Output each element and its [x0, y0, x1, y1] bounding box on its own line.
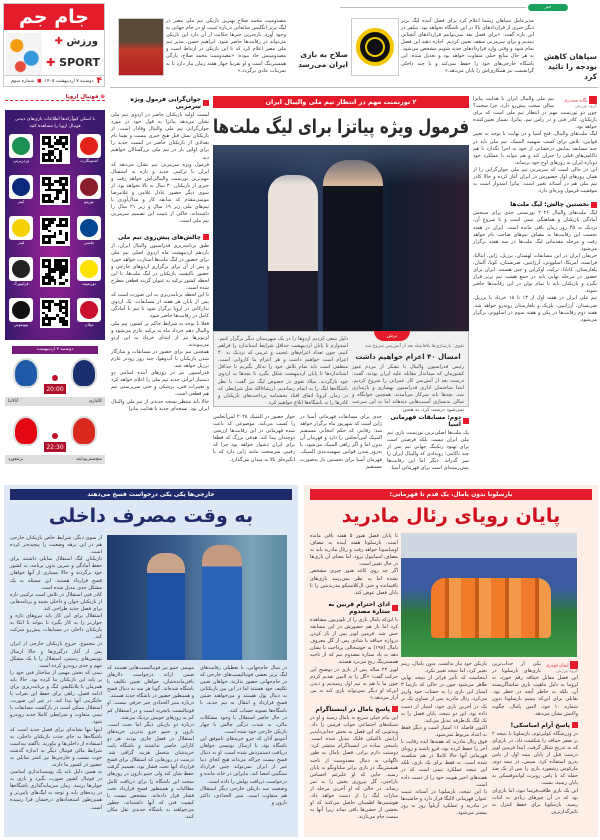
team-row	[9, 216, 101, 257]
barcelona-side-p1: تا پایان فصل هنوز ۵ هفته باقی مانده است. بارسلونا هفته آینده به مصاف اوساسونا خواهد رفت و رئال مادرید باید به مصاف اسپانیول برود. اما معنای آن بازی‌ها در حال تغییر است. اگر چه روی کاغذ هنوز چیزی مشخص نشده اما به نظر نمی‌رسد بازی‌های باقیمانده و حتی ال‌کلاسیکو مدریدیتین را تا پایان فصل عوض کند.	[310, 533, 398, 596]
barcelona-section	[304, 485, 598, 837]
volleyball-kicker: ۲ تورنمنت مهم در انتظار تیم ملی والیبال ایران	[213, 96, 469, 108]
team-logo-icon	[77, 298, 101, 322]
author-role: گروه ورزش	[575, 104, 597, 109]
news-tag: خبر	[528, 4, 568, 11]
subheading-text: دوم: مسابقات قهرمانی آسیا	[390, 414, 461, 428]
barcelona-headline: پایان رویای رئال مادرید	[341, 505, 561, 527]
column2	[111, 92, 209, 413]
team-logo-icon	[77, 257, 101, 281]
subheading	[310, 706, 398, 713]
team-row	[9, 175, 101, 216]
subheading-text: پاسخ یامال در اینستاگرام	[315, 705, 390, 713]
team-logo-icon	[9, 298, 33, 322]
matches	[5, 357, 105, 473]
page-number: ۴	[96, 76, 102, 86]
barsh-title: امسال ۴۰ اعزام خواهیم داشت	[355, 353, 461, 361]
section-title-fa: ورزش ✚	[54, 36, 98, 47]
match-day-banner: دوشنبه ۷ اردیبهشت	[12, 346, 98, 354]
esteghlal-headline-box	[10, 501, 292, 531]
author-role: گروه ورزش	[556, 669, 578, 674]
team-name: تورینو	[84, 199, 94, 204]
qr-code[interactable]	[40, 216, 70, 246]
volleyball-lead: تیم ملی والیبال ایران با هدایت پیاتزا سالی سخت پیش‌رو دارد. چرا سخت؟ چون دو تورنمنت مهم در انتظار تیم ملی است که برای بازیکنان، کادر فنی و در رأس تیم، پیاتزا، بسیار تعیین‌کننده خواهد بود. لیگ ملت‌های والیبال، فتح آسیا و در نهایت با توجه به تغییر قوانین، تلاش برای کسب سهمیه المپیک. تیم ملی باید در چند مسابقه نمایش درخشانی از خود به اجرا بگذارد تا هم ناکامی‌های قبلی را جبران کند و هم بتواند با عملکرد خود دوباره ایران به روزهای اوج خود برساند. این در حالی است که سرمربی تیم ملی جوان‌گرایی را از همان روزهای اول حضورش در ایران آغاز کرده و حالا کادر تیم ملی هم در آستانه تغییر است. پیاتزا امیدوار است به موفقیت فرمول ویژه‌ای دارد.	[473, 96, 597, 195]
subheading	[473, 201, 597, 208]
author-icon	[570, 661, 578, 669]
team-grid	[9, 134, 101, 339]
europe-title: ⊕ فوتبال اروپا	[5, 94, 105, 101]
team-right	[77, 257, 101, 286]
esteghlal-kicker: خارجی‌ها یکی یکی درخواست فسخ می‌دهند	[10, 489, 292, 500]
away-team: آتالانتا	[8, 399, 19, 404]
sepahan-logo	[351, 18, 399, 76]
team-row	[9, 134, 101, 175]
barcelona-side-p3: این پیام خیلی سریع به یامال رسید و او در شبکه‌های اجتماعی جواب فرمین را داد. ویدئویی که این فصل به بخش جدایی‌ناپذیر آرایش تاکتیکی فلیک تبدیل شده است. پاسخی ساده در اینستاگرام منتشر کرد: دوستت دارم برادر. فصل یامال به طور ناگهانی به دنبال مصدومیت از ناحیه همسترینگ در بازی برابر سلتاویگو به پایان رسید. جایی که او علیرغم احساس ناراحتی، گل پیروزی بخش را به ثمر رساند. در حالی که او آخرین مرحله از مبارات لیگ را از دست خواهد داد، هوشمی‌ها اطمینان حاصل می‌کنند که او بخشی از جشن‌ها باقی بماند زیرا آنها به سمت جام می‌تازند.	[310, 714, 398, 821]
home-team: کالیاری	[88, 399, 102, 404]
qr-code[interactable]	[40, 298, 70, 328]
newspaper-logo: جام جم	[4, 4, 104, 30]
section-fa-label: ورزش	[66, 36, 98, 47]
team-name: اشتوتگارت	[80, 158, 98, 163]
esteghlal-right: در سال جام‌جهانی، با تعطیلی رقابت‌های لیگ برتر بعضی فوتبالیست‌های خارجی که در جام‌جهانی حضور ندارند، خواهان تعیین تکلیف خود هستند اما در این بین بازیکنانی به دنبال پول هستند و می‌خواهند ضمن فسخ قرارداد و انتقال به تیم جدید، با باشگاه‌ها تسویه حساب کنند. در حال حاضر استقلال با وجود مشکلات مالی، به شدت درگیر چالش با چهار بازیکن خارجی خود شده است. آنتونیو آدان که جزو خریدهای ناموفق این باشگاه بود، با ارسال نوتیسی خواهان دریافت دستمزدش شده است. او به دنبال فسخ نیست چراکه می‌داند هیچ کجای دنیا غیر از ایران نمی‌تواند چنین قرارداد سنگینی امضا کند. بنابراین در خانه مانده و درخواست دریافت پولش را داده است. وضعیت سه بازیکن خارجی دیگر استقلال هم متفاوت است. منیر الحدادی، داکنز نازون و	[200, 665, 287, 806]
volleyball-headline-box	[213, 110, 469, 143]
sepahan-body: مدیرعامل سپاهان رسما اعلام کرد برای فصل آینده لیگ برتر دیگر خبری از قراردادهای بالا در این باشگاه نخواهد بود. نیکفر در این باره گفت: «برای فصل بعد نمی‌توانیم قراردادهای آنچنانی ببندیم و برای سرمربی سقف تعیین کردیم. اجازه دهید این فصل تمام شود و وقتی وارد قراردادهای جدید شویم مشخص می‌شود. به هر حال منابع خیلی متفاوت خواهد بود و تعدیل شده. این باشگاه خارجی‌های خود را حفظ نمی‌کند و با چند داخلی گرانقیمت نیز همکاری‌اش را پایان می‌دهد.»	[401, 18, 534, 74]
team-logo-icon	[77, 175, 101, 199]
team-row	[9, 257, 101, 298]
team-name: یوونتوس	[13, 322, 29, 327]
column2-p1: لیست اولیه بازیکنان حاضر در اردوی تیم ملی نشان می‌دهد پیاتزا به قول خود در مورد جوان‌گرایی تیم ملی والیبال وفادار است. از بازیکنان نسل قبل هیچ خبری نیست و یقینا نام تعدادی از بازیکنان حاضر در لیست جدید را برای اولین بار در تیم ملی بزرگسالان خواهیم دید. فرمول ویژه سرمربی تیم نشان می‌دهد که ایران با ترکیبی جدید و تازه به استقبال مهم‌ترین تورنمنت والیبالی‌اش خواهد رفت و خبری از بازیکنان ۳۰ سال به بالا نخواهد بود. از سوی دیگر حضور عادل غلامی و غلامرضا مومنی‌مقدم که سابقه کار و مدال‌آوری با تیم‌های ملی زیر ۱۹ سال و زیر ۲۱ سال را داشته‌اند، حاکی از تثبیت این تصمیم سرمربی تیم ملی است.	[111, 112, 210, 225]
barcelona-side-p2: با این‌که یامال بازی را از تلویزیون مشاهده کرد اما باز هم حضورش در این مسابقه حس شد. فرمین لوپز پس از باز کردن دروازه خیتافه با شادی پس از گل معروف یامال (۱۹۸) به خوشحالی پرداخت تا نشان دهد به یاد ستاره مصدوم تیم که از ناحیه همسترینگ رنج می‌برد هستند. لوپز ۲۲ ساله پس از بازی در توضیح این حرکت گفت: «گل را به لامین تقدیم کردم چون ما با هم به تیم اول رسیدیم و دیدن این‌که او دیگر نمی‌تواند بازی کند به من آزار می‌دهد.»	[310, 616, 398, 701]
subheading	[387, 414, 469, 428]
volleyball-col2: جدی برای مسابقات قهرمانی آسیا در ژاپن است که شهریور ماه برگزار خواهد شد؛ رقابتی که حکم انتخابی مستقیم المپیک لس‌آنجلس را دارد و قهرمان آن بدون اما و اگر راهی المپیک می‌شود. با به‌روز شدن قوانین سهمیه‌بندی المپیک، قهرمان آسیا برای نخستین بار به‌صورت مستقیم	[300, 414, 382, 470]
match	[5, 415, 105, 473]
team-right	[77, 298, 101, 327]
team-name: فرایبورگ	[13, 281, 29, 286]
match-time: 20:00	[43, 383, 67, 395]
esteghlal-section	[4, 485, 298, 837]
barsh-left: دلیل سعی کردیم اردوها را در یک شهرستان دیگر برگزار کنیم. امیدوارم تا پایان اردیبهشت حداقل شرایط استاندارد را فراهم کنیم. چون تعداد اعزام‌های عجیب و غریبی که نزدیک به ۴۰ اعزام است خواهیم داشت و هر اعزام ما کاروانی است. منطقی است باید تمام تلاش خود را به‌کار بگیریم تا حداقل استانداردها تا پایان اردیبهشت شکل بگیرد تا بچه‌ها به اردوی خود بازگردند. میلاد تقوی در خصوص لیگ نیز گفت: با نظر باشگاه‌ها لیگ را به اتمام رساندیم. ان‌شاءالله مثل شرایطی که در زمان کرونا اتفاق افتاد بخشنامه پرداخت‌های بازیکنان و کادرها را به باشگاه‌ها ابلاغ خواهیم کرد.	[218, 336, 348, 406]
away-logo-icon	[13, 358, 39, 388]
volleyball-col1: یک ملت‌ها اصلی‌ترین تورنمنت بازی تیم ملی ایران نیست بلکه فرصتی است برای بهبود رنکینگ جهانی تیم پس از چند ناکامی؛ رویدادی که والیبال ایران را سر گذراند. دیگر اما این رقابت‌ها پیش‌زمینه‌ای است برای قهرمانی آسیا.	[387, 430, 469, 472]
barcelona-right-p1: یکی از جذاب‌ترین بازی‌های بارسلونا در این فصل مقابل خیتافه رقم خورد، نه لزوما به دلیل ماهیت بازی تماشاگرپسند آن، بلکه به خاطر آنچه در خطر بود. تقابلی برای این‌که ببینیم بارسلونا بدون شماره ۱۰ خود، لامین یامال، چگونه واکنش نشان می‌دهد.	[492, 661, 578, 717]
barcelona-mid: بازیکن خود نیاز نداشت. بدون یامال، ریتم تغییر کرد، اما نتیجه تغییر نکرد. اینجاست که تأثیر فراتر از نتیجه نهایی ظاهر می‌شود چون در حالی که بارسا ۳ امتیاز این بازی را به حساب خود واریز می‌کرد، رئال مادرید پس از تساوی یک بر یک در آخرین بازی خود، امتیاز از دست داده بود. این دو نتیجه، پایان فصل را به یک لیگ یک‌طرفه تبدیل می‌کند. اکنون فاصله ۱۱ امتیاز است و دیگر فقط به اعداد مربوط نمی‌شود. فوق رئال مادرید که هفته‌ها ایده رقابت تا آخر را حفظ کرده بود، فرو پاشید و رویای قهرمانی آنها حالا کاملا در هم شکسته شده است. نه فقط برای یک بازی، بلکه این نتیجه عملکرد تیمی است که در هفته‌های اخیر هویت خود را از دست داده است. با این نتیجه، بارسلونا در آستانه تثبیت عنوان قهرمانی لالیگا قرار دارد و حاشیه‌ها در مادرید و عملکرد آربلوآ روز به روز بیشتر می‌شود.	[401, 661, 487, 816]
barcelona-right-p2: در ورزشگاه کولیزئوم، بارسلونا با نتیجه ۲ بر صفر خیتافه را شکست داد، در بازی‌ای که به تدریج شکل گرفت. ابتدا فرمین لوپز درست قبل از پایان نیمه اول از پاس پدری استفاده کرد. سپس، در نیمه دوم، مارکوس رشفورد بازی را پس از یک ضد حمله که با پاس روبرت لواندوفسکی به پایان رسید، بست. این یک بازی طاقت‌فرسا نبود، اما بازی‌ای بود که در آن چیزهای زیادی به اثبات رسید. بارسلونا برای حفظ کنترل به تاثیرگذارترین	[492, 730, 578, 815]
esteghlal-mid: موسی جنپو نیز فوتبالیست‌هایی هستند که ضمن ارائه درخواست دلارهای باقی‌مانده‌شان، خواهان تعیین تکلیف با باشگاه شده‌اند. گویا هر سه به دنبال فسخ و همینطور حضور در باشگاه جدید هستند. درباره منیر الحدادی خبر حرفی نیست. او فوتبالیست باتجربه است و در استقلال کم کم به روزهای خوبش نزدیک می‌شد. درباره دو بازیکن دیگر اما بحث است. نازون و جنپو جزو بدترین خریدهای استقلال در فصل جاری بودند. هر دو کارایی خاصی نداشتند و باشگاه بابت خریدشان متحمل هزینه گزافی شد. درست در روزهایی که استقلال برای فسخ قرارداد آنها تحت فشار بود، تصمیم گرفت حفظ شان کند ولی جنپو نازون در روزهای سخت این باشگاه را برای دریافت کامل مطالبات و همینطور فسخ قرارداد تحت فشار قرار داده‌اند. مشخص نیست با کیفیت فنی که آنها داشته‌اند، چطور می‌خواهند به باشگاه جدیدی نقل مکان کنند.	[107, 665, 194, 820]
team-left	[9, 134, 33, 163]
team-name: وردربرمن	[12, 158, 30, 163]
team-logo-icon	[9, 175, 33, 199]
volleyball-col3: جواز حضور در المپیک ۲۰۲۸ لس‌آنجلس را کسب می‌کند. موضوعی که باعث شده قهرمانی در این رقابت‌ها ارزشی دوچندان پیدا کند. هدفی بزرگ که قطعا برای ایران دشوار خواهد بود چرا که رقیبی سرسخت مانند ژاپن دارد که با انگیزه‌ای بالا به میدان می‌گذارد.	[213, 414, 296, 463]
volleyball-right-p: لیگ ملت‌های والیبال ۲۰۲۶ تورنمنتی جدی برای سنجش آمادگی بازیکنان و هماهنگی تیمی است و تا شروع آن، نزدیک به ۴۵ روز زمان باقی مانده است. ایران در هفته نخست این رقابت‌ها به مصاف تیم‌های صاحب نام خواهد رفت و مرحله مقدماتی لیگ ملت‌ها در سه هفته برگزار می‌شود. حریفان ایران در این مسابقات لهستان، برزیل، ژاپن، ایتالیا، فرانسه، آمریکا، اسلوونی، آرژانتین، صربستان، کوبا، آلمان، بلغارستان، کانادا، ترکیه، اوکراین و چین هستند. ایران برای حضور در مرحله نهایی باید در جمع هشت تیم برتر قرار بگیرد و بازیکنان باید با تمام توان در این رقابت‌ها حاضر شوند. تیم ملی ایران در هفته اول از ۱۳ تا ۱۸ خرداد با برزیل، صربستان، آرژانتین، بلژیک و بلغارستان روبه‌رو خواهد شد. هفته دوم رقابت‌ها در پکن و هفته سوم در اسلوونی برگزار می‌شود.	[473, 210, 598, 323]
home-team: منچستریونایتد	[76, 457, 102, 462]
esteghlal-headline: به وقت مصرف داخلی	[48, 505, 254, 527]
esteghlal-photo	[107, 535, 287, 660]
volleyball-photo	[213, 145, 469, 331]
team-logo-icon	[77, 216, 101, 240]
team-right	[77, 216, 101, 245]
team-name: میلان	[84, 322, 94, 327]
salah-photo	[118, 18, 164, 76]
qr-code[interactable]	[40, 134, 70, 164]
team-logo-icon	[9, 257, 33, 281]
barcelona-right-column	[492, 661, 578, 816]
barsh-box	[213, 331, 469, 413]
date-line: ۴ دوشنبه ۷ اردیبهشت ۱۴۰۵ ■ شماره سوم	[4, 75, 104, 86]
match-bar	[5, 397, 105, 406]
team-name: لیدز	[17, 240, 25, 245]
team-name: اینتر	[17, 199, 25, 204]
subheading-text: ادای احترام فربین به ستاره مصدوم	[328, 600, 390, 615]
author-name: ایمان قوه‌ری	[545, 663, 569, 669]
barsh-right: رئیس فدراسیون والیبال با تشکر از مردم غیور کشورمان که میداندار مقابله علیه ایران بودند، گفت: درست بعد از آتش‌بس کار عمرانی را شروع کردیم. ابتدا ساختمان اداری فدراسیون بهسازی و بازسازی شد. بچه‌ها باید سرکار می‌آمدند. همچنین خوابگاه و سالن بدنسازی آسیب‌هایی دیدهاند اما به این سرعت نمی‌شود درست کرد. به همین	[352, 364, 464, 413]
match	[5, 357, 105, 415]
subheading-text: پاسخ آرام امباسکی!	[510, 721, 570, 729]
esteghlal-side: از سوی دیگر، شرایط خاص بازیکنان خارجی هم در این برهه وضعیت را پیچیده‌تر کرده است. بازیکنان لیگ استقلال تمایلی داشتند برای حفظ آمادگی و تمرین بدون برنامه، به کشور خود برگردند و حالا بسیاری از آنها خواهان فسخ قرارداد هستند. این مسئله به یک مشکل جدی تبدیل شده است. کادر فنی استقلال در تلاش است ترکیبی تازه از بازیکنان جوان و داخلی بچیند و برنامه‌هایی برای فصل جدید طراحی کند. استقلال برای این کار باید نیروهای تازه و جوان‌تر را به کار بگیرد تا بتواند با اتکا به بازیکنان داخلی در مسابقات پیش‌رو شرکت کند. در مجموع، خروج بازیکنان خارجی از ایران پس از آغاز درگیری‌ها و حالا ارسال نوتیس‌های رسمی، استقلال را با یک مشکل مهم و جدی روبه‌رو کرده است. تیمی که بخش مهمی از ساختار فنی خود را بر پایه این بازیکنان بنا کرده بود. حالا باید همزمان با بلاتکلیفی لیگ و برنامه‌ریزی برای ادامه فصل، راهی برای حفظ این نفرات یا جایگزینی آنها پیدا کند. در غیر این صورت، استقلال ممکن است در بازگشت مسابقات با تیمی متفاوت و شرایطی کاملا جدید روبه‌رو شود. اینها تنها نشانه‌ای برای فصل جدید است که باشگاه‌ها به جای جذب بازیکنان داخلی، به استفاده از داخلی‌ها و بیاورند. باگفته پیداست شرایط مالی فوتبال دیگر به اندازه گذشته خوب نیست و خارجی‌ها نیز کمتر تمایلی به حضور در کشور ما دارند. به همین دلیل باید یک پوست‌اندازی اساسی در فوتبال کشور صورت بگیرد و بازی به جوان‌ها برسد. زمان سرمایه‌گذاری باشگاه‌ها در رده‌های پایه و توجه به لیگ‌های پایین‌تر و همین‌طور استعدادهای درخشان فرا رسیده است.	[10, 535, 102, 811]
match-bar	[5, 455, 105, 464]
issue-date: دوشنبه ۷ اردیبهشت ۱۴۰۵	[44, 78, 94, 84]
volleyball-right-column	[473, 96, 597, 324]
qr-code[interactable]	[40, 175, 70, 205]
team-left	[9, 175, 33, 204]
home-logo-icon	[71, 358, 97, 388]
team-name: چلسی	[83, 240, 95, 245]
away-logo-icon	[13, 416, 39, 446]
away-team: برنتفورد	[8, 457, 24, 462]
masthead	[3, 3, 105, 87]
europe-qr-panel	[5, 110, 105, 340]
barcelona-headline-box	[310, 501, 592, 531]
section-en-label: SPORT	[59, 56, 100, 69]
salah-headline: صلاح به بازی ایران می‌رسد	[298, 50, 348, 69]
column2-p2: طبق برنامه‌ریزی فدراسیون والیبال ایران، از یازدهم اردیبهشت ماه اردوی اصلی تیم ملی برای حضور در لیگ ملت‌ها استارت خواهد خورد و پس از آن برای برگزاری اردوهای خارجی و حضور باکیفیت بازیکنان در لیگ ملت‌ها، تا این لحظه کشور ترکیه به عنوان گزینه قطعی مطرح شده است. تا این لحظه برنامه‌ریزی به این صورت است که پس از پایان هر هفته از مسابقات، یک اردوی تدارکاتی در اروپا برگزار شود تا تیم با آمادگی کامل در رقابت‌ها حاضر شود. فعلا با توجه به شرایط حاکم بر کشور، تیم ملی والیبال دهم خرداد ماه به ترکیه عازم می‌شود و لژیونرها نیز از ابتدای خرداد به این اردو می‌پیوندند. همچنین تیم برای حضور در مسابقات و سازگار شدن بازیکنان با آب‌وهوا، چند روز زودتر عازم برزیل خواهد شد. فدراسیون نیز در روزهای آینده اسامی دو دستیار ایرانی جدید تیم ملی را اعلام خواهد کرد و تغییرات فنی، پزشکی و حتی سرپرستی تیم هم قطعی است. حالا باید منتظر نسخه جدیدی از تیم ملی والیبال ایران بود. نسخه‌ای جدید با هدایت پیاتزا	[111, 242, 209, 412]
subheading-text: چالش‌های پیش‌روی تیم ملی	[118, 233, 201, 241]
home-logo-icon	[71, 416, 97, 446]
team-name: دورتموند	[81, 281, 97, 286]
qr-code[interactable]	[40, 257, 70, 287]
subheading	[492, 722, 578, 729]
team-row	[9, 298, 101, 339]
barcelona-side-column	[310, 533, 398, 821]
barsh-label: برش	[374, 331, 410, 341]
team-logo-icon	[9, 216, 33, 240]
subheading	[310, 601, 398, 615]
europe-title-text: فوتبال اروپا	[65, 94, 99, 100]
subheading-text: جوان‌گرایی فرمول ویژه سرمربی	[130, 96, 201, 110]
author-icon	[589, 96, 597, 104]
subheading	[111, 96, 209, 110]
team-logo-icon	[9, 134, 33, 158]
barsh-kicker: تقوی: بازسازی‌ها بلافاصله بعد از آتش‌بس شروع شد	[364, 344, 464, 349]
team-left	[9, 257, 33, 286]
match-time: 22:30	[43, 441, 67, 453]
team-left	[9, 298, 33, 327]
team-right	[77, 134, 101, 163]
section-title-en: ✚ SPORT	[46, 56, 100, 69]
sports-illustration	[6, 33, 42, 75]
kickoff-icon	[52, 375, 58, 381]
author	[544, 661, 578, 674]
volleyball-headline: فرمول ویژه پیاتزا برای لیگ ملت‌ها	[212, 115, 470, 138]
subheading-text: نخستین چالش؛ لیگ ملت‌ها	[510, 201, 589, 209]
team-left	[9, 216, 33, 245]
author-name: یگانه مصدری	[564, 98, 588, 104]
team-right	[77, 175, 101, 204]
kickoff-icon	[52, 433, 58, 439]
subheading	[111, 234, 209, 241]
issue-number: شماره سوم	[11, 78, 35, 84]
author	[557, 96, 597, 109]
team-logo-icon	[77, 134, 101, 158]
barcelona-kicker: بارسلونا بدون یامال، یک قدم تا قهرمانی؛	[310, 489, 592, 500]
sepahan-headline: سپاهان کاهش بودجه را تائید کرد	[543, 52, 597, 81]
europe-intro: با اسکن کیوآرکدها اطلاعات بازی‌های دیدنی فوتبال اروپا را مشاهده کنید	[14, 117, 96, 130]
barcelona-photo	[401, 533, 577, 657]
salah-body: مصدومیت محمد صلاح بهترین بازیکن تیم ملی مصر در لیگ برتر انگلیس شایعاتی درباره غیبت او در جام جهانی به وجود آورد. تازه‌ترین خبرها حکایت از آن دارد این بازیکن می‌تواند در رقابت‌ها حاضر شود. ابراهیم حسن، مدیر تیم ملی مصر اعلام کرد که با این بازیکن در ارتباط است و مصدومیتش حاد نبوده: «مصدومیت محمد صلاح، پارگی همسترینگ است و او تقریبا چهار هفته زمان نیاز دارد تا به تمرینات عادی برگردد.»	[166, 18, 286, 74]
volleyball-bottom	[213, 410, 469, 473]
